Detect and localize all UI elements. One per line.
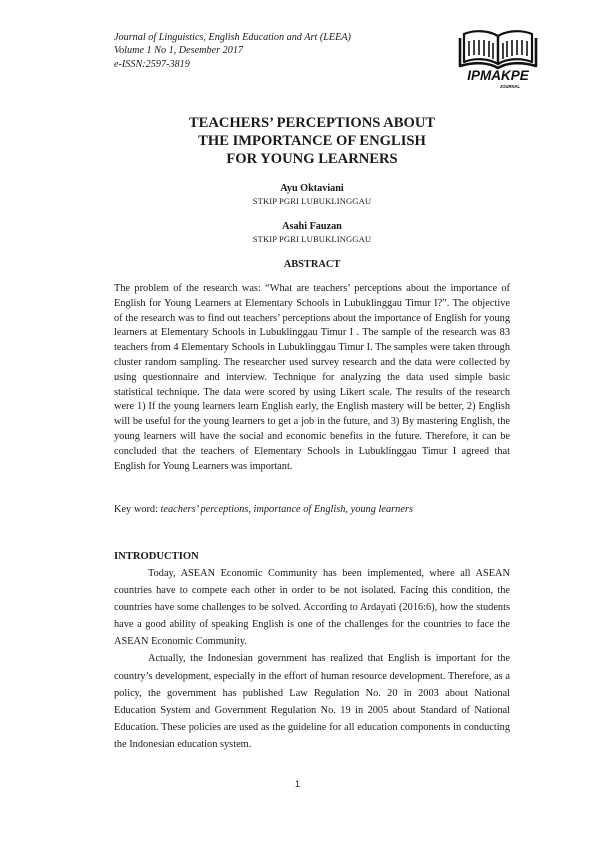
paragraph: Today, ASEAN Economic Community has been implemented, where all ASEAN countries have to compete each other in order to be not isolated. Facing this condition, the countries have some challenges to be solved. According to Ardayati (2016:6), how the students have a good ability of speaking English is one of the challenges for the countries to face the ASEAN Economic Community. xyxy=(114,568,510,648)
journal-issn: e-ISSN:2597-3819 xyxy=(114,58,190,70)
author-name: Asahi Fauzan xyxy=(282,221,342,232)
open-book-icon xyxy=(460,31,536,68)
title-line: THE IMPORTANCE OF ENGLISH xyxy=(198,133,426,149)
page-number: 1 xyxy=(294,779,300,789)
author-1 xyxy=(112,183,512,207)
journal-volume: Volume 1 No 1, Desember 2017 xyxy=(114,45,244,57)
journal-logo xyxy=(452,28,544,90)
keywords xyxy=(114,503,510,517)
paper-title xyxy=(112,114,512,168)
keywords-label: Key word: xyxy=(114,504,161,515)
title-line: TEACHERS’ PERCEPTIONS ABOUT xyxy=(188,115,436,131)
journal-name: Journal of Linguistics, English Education and Art (LEEA) xyxy=(114,32,351,43)
author-2 xyxy=(112,221,512,245)
introduction-heading: INTRODUCTION xyxy=(114,551,199,562)
author-affiliation: STKIP PGRI LUBUKLINGGAU xyxy=(252,196,372,206)
abstract-heading: ABSTRACT xyxy=(283,259,341,270)
keywords-values: teachers’ perceptions, importance of English, young learners xyxy=(160,504,413,515)
introduction-body xyxy=(114,565,510,753)
journal-header xyxy=(114,31,351,71)
logo-subtext: JOURNAL xyxy=(499,84,521,89)
title-line: FOR YOUNG LEARNERS xyxy=(226,151,398,167)
logo-wordmark: IPMAKPE xyxy=(467,68,529,83)
abstract-text: The problem of the research was: “What are teachers’ perceptions about the importance of English for Young Learners at Elementary Schools in Lubuklinggau Timur I?”. The objective of the research was to find out teachers’ perceptions about the importance of English for young learners at Elementary Schools in Lubuklinggau Timur I . The sample of the research was 83 teachers from 4 Elementary Schools in Lubuklinggau Timur I. The samples were taken through cluster random sampling. The researcher used survey research and the data were collected by using questionnaire and interview. Technique for analyzing the data used simple basic statistical technique. The data were scored by using Likert scale. The results of the research were 1) If the young learners learn English early, the English mastery will be better, 2) English will be useful for the young learners to get a job in the future, and 3) By mastering English, the young learners will have the social and economic benefits in the future. Therefore, it can be concluded that the teachers of Elementary Schools in Lubuklinggau Timur I agreed that English for Young Learners was important. xyxy=(114,283,510,472)
paragraph: Actually, the Indonesian government has realized that English is important for the country’s development, especially in the effort of human resource development. Therefore, as a policy, the government has published Law Regulation No. 20 in 2003 about National Education System and Government Regulation No. 19 in 2005 about Standard of National Education. These policies are used as the guideline for all education components in conducting the Indonesian education system. xyxy=(114,653,510,750)
author-name: Ayu Oktaviani xyxy=(280,183,344,194)
author-affiliation: STKIP PGRI LUBUKLINGGAU xyxy=(252,234,372,244)
